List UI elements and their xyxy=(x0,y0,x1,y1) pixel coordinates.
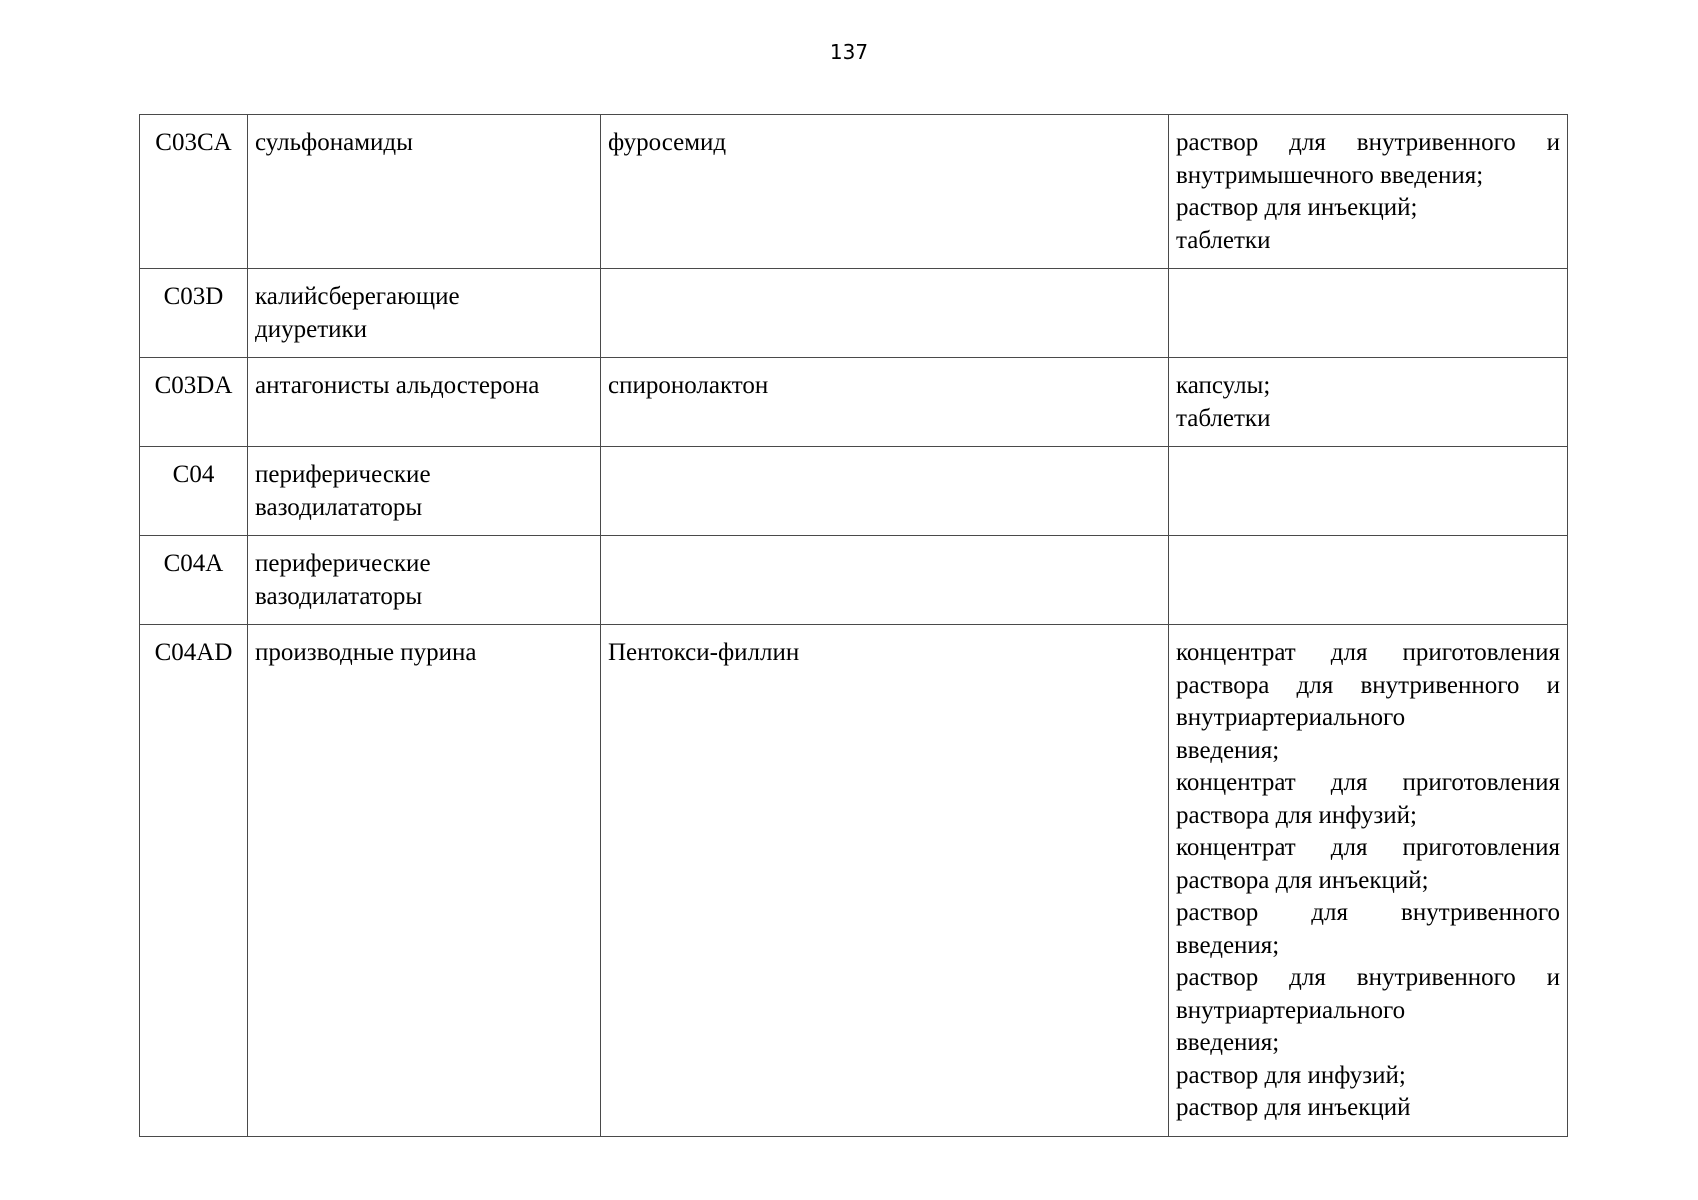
drug-name-cell: Пентокси-филлин xyxy=(601,625,1169,1137)
drug-table xyxy=(139,114,1568,1137)
dosage-form-line: раствор для внутривенного xyxy=(1176,899,1560,926)
dosage-form-line: внутриартериального xyxy=(1176,704,1406,731)
group-name-line: калийсберегающие xyxy=(255,283,460,310)
atc-code-cell: C03DA xyxy=(140,358,248,447)
group-name-line: вазодилататоры xyxy=(255,582,423,610)
drug-name-cell: спиронолактон xyxy=(601,358,1169,447)
dosage-forms-cell xyxy=(1169,447,1568,536)
dosage-forms-cell xyxy=(1169,115,1568,269)
dosage-form-line: таблетки xyxy=(1176,226,1271,254)
table-row xyxy=(140,625,1568,1137)
dosage-form-line: раствор для инъекций; xyxy=(1176,194,1418,221)
atc-code-cell: C03CA xyxy=(140,115,248,269)
group-name-line: периферические xyxy=(255,461,431,488)
dosage-form-line: таблетки xyxy=(1176,404,1271,432)
group-name-cell xyxy=(248,447,601,536)
dosage-form-line: раствор для инъекций xyxy=(1176,1094,1411,1121)
table-row xyxy=(140,447,1568,536)
dosage-form-line: внутримышечного введения; xyxy=(1176,161,1484,189)
table-row xyxy=(140,536,1568,625)
drug-name-cell xyxy=(601,447,1169,536)
group-name-cell xyxy=(248,115,601,269)
drug-name-cell: фуросемид xyxy=(601,115,1169,269)
dosage-form-line: раствора для внутривенного и xyxy=(1176,671,1560,699)
dosage-form-line: раствор для инфузий; xyxy=(1176,1061,1406,1089)
dosage-form-line: введения; xyxy=(1176,931,1280,959)
dosage-form-line: концентрат для приготовления xyxy=(1176,769,1560,796)
dosage-form-line: раствора для инфузий; xyxy=(1176,801,1417,829)
group-name-cell xyxy=(248,358,601,447)
drug-table-body xyxy=(140,115,1568,1137)
dosage-form-line: внутриартериального xyxy=(1176,996,1406,1024)
dosage-form-line: раствор для внутривенного и xyxy=(1176,129,1560,156)
group-name-line: диуретики xyxy=(255,315,368,343)
table-row xyxy=(140,358,1568,447)
atc-code-cell: C04AD xyxy=(140,625,248,1137)
dosage-form-line: концентрат для приготовления xyxy=(1176,639,1560,666)
atc-code-cell: C04A xyxy=(140,536,248,625)
group-name-line: вазодилататоры xyxy=(255,493,423,521)
table-row xyxy=(140,115,1568,269)
dosage-forms-cell xyxy=(1169,536,1568,625)
group-name-line: периферические xyxy=(255,550,431,577)
drug-name-cell xyxy=(601,269,1169,358)
group-name-line: производные пурина xyxy=(255,639,477,666)
atc-code-cell: C04 xyxy=(140,447,248,536)
group-name-line: сульфонамиды xyxy=(255,129,413,156)
dosage-form-line: раствор для внутривенного и xyxy=(1176,964,1560,991)
dosage-forms-cell xyxy=(1169,269,1568,358)
page-number: 137 xyxy=(829,40,869,64)
dosage-form-line: концентрат для приготовления xyxy=(1176,834,1560,861)
drug-name-cell xyxy=(601,536,1169,625)
group-name-cell xyxy=(248,625,601,1137)
dosage-form-line: капсулы; xyxy=(1176,372,1271,399)
atc-code-cell: C03D xyxy=(140,269,248,358)
group-name-line: антагонисты альдостерона xyxy=(255,372,540,399)
dosage-forms-cell xyxy=(1169,358,1568,447)
dosage-form-line: раствора для инъекций; xyxy=(1176,866,1429,894)
dosage-form-line: введения; xyxy=(1176,736,1280,764)
group-name-cell xyxy=(248,269,601,358)
group-name-cell xyxy=(248,536,601,625)
dosage-form-line: введения; xyxy=(1176,1029,1280,1056)
table-row xyxy=(140,269,1568,358)
dosage-forms-cell xyxy=(1169,625,1568,1137)
